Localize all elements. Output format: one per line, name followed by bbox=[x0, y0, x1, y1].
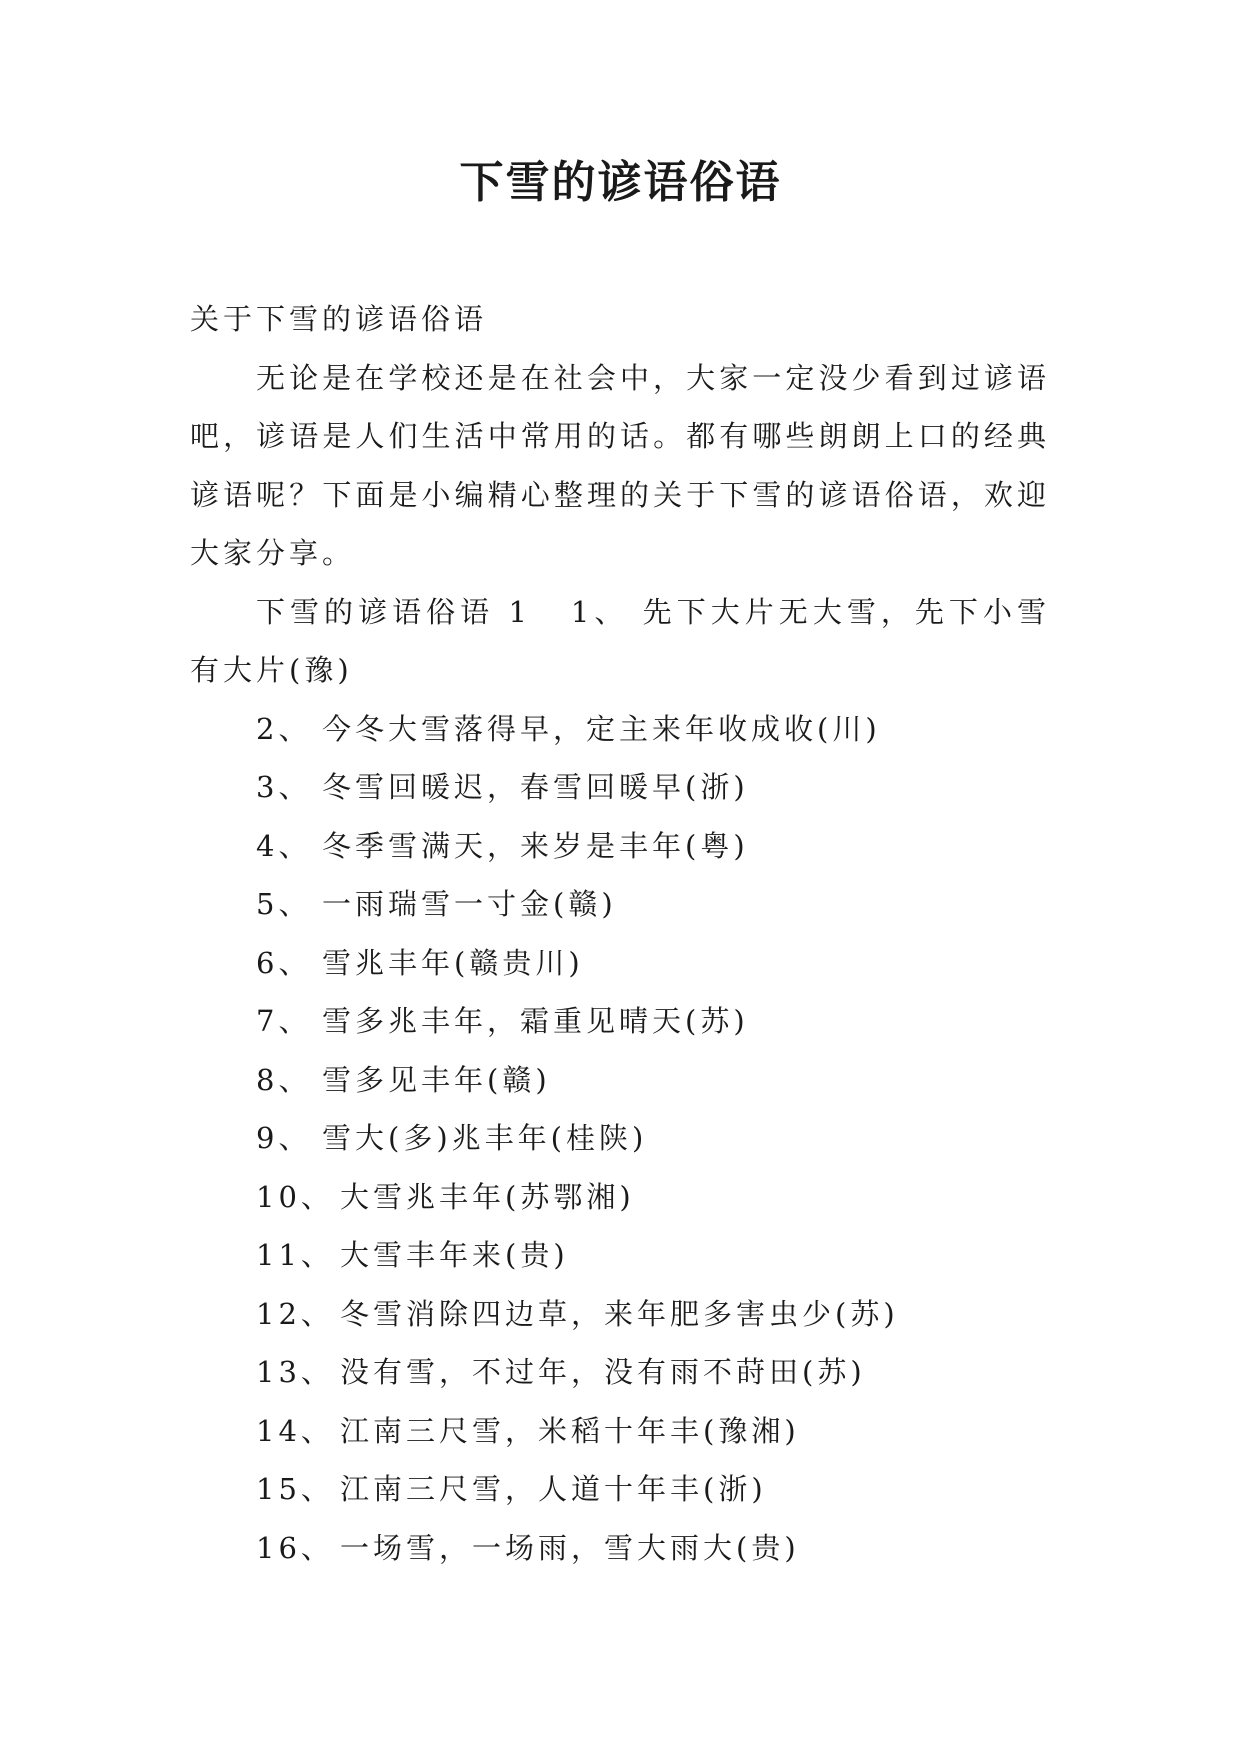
proverb-item bbox=[190, 817, 1050, 876]
proverb-text: 雪大(多)兆丰年(桂陕) bbox=[322, 1121, 648, 1155]
proverb-number: 11、 bbox=[256, 1238, 334, 1272]
proverb-number: 13、 bbox=[256, 1355, 334, 1389]
proverb-number: 9、 bbox=[256, 1121, 312, 1155]
proverb-text: 冬雪消除四边草，来年肥多害虫少(苏) bbox=[340, 1296, 899, 1331]
first-proverb-paragraph bbox=[190, 583, 1050, 700]
document-body bbox=[190, 290, 1050, 1577]
proverb-item bbox=[190, 1168, 1050, 1227]
proverb-text: 江南三尺雪，人道十年丰(浙) bbox=[340, 1472, 767, 1506]
proverb-text: 雪多兆丰年，霜重见晴天(苏) bbox=[322, 1004, 749, 1038]
page-title: 下雪的谚语俗语 bbox=[459, 157, 782, 208]
proverb-number: 4、 bbox=[256, 828, 312, 863]
proverb-item bbox=[190, 758, 1050, 817]
proverb-item bbox=[190, 1402, 1050, 1461]
proverb-text: 大雪丰年来(贵) bbox=[340, 1238, 569, 1272]
proverb-text: 冬季雪满天，来岁是丰年(粤) bbox=[322, 828, 749, 863]
proverb-number: 12、 bbox=[256, 1296, 334, 1331]
subtitle: 关于下雪的谚语俗语 bbox=[190, 302, 488, 336]
proverb-number: 1、 bbox=[570, 594, 629, 629]
section-heading: 下雪的谚语俗语 1 bbox=[256, 594, 531, 629]
proverb-item bbox=[190, 1343, 1050, 1402]
proverb-text: 雪多见丰年(赣) bbox=[322, 1062, 551, 1097]
proverb-item bbox=[190, 1519, 1050, 1578]
proverb-number: 3、 bbox=[256, 770, 312, 804]
proverb-item bbox=[190, 1109, 1050, 1168]
proverb-item bbox=[190, 1051, 1050, 1110]
proverb-item bbox=[190, 934, 1050, 993]
proverb-number: 15、 bbox=[256, 1472, 334, 1506]
proverb-item bbox=[190, 875, 1050, 934]
proverb-text: 没有雪，不过年，没有雨不莳田(苏) bbox=[340, 1355, 866, 1389]
proverb-item bbox=[190, 1460, 1050, 1519]
proverb-number: 8、 bbox=[256, 1062, 312, 1097]
proverb-text: 江南三尺雪，米稻十年丰(豫湘) bbox=[340, 1413, 800, 1448]
proverb-text: 一雨瑞雪一寸金(赣) bbox=[322, 887, 617, 921]
proverb-number: 7、 bbox=[256, 1004, 312, 1038]
proverb-number: 16、 bbox=[256, 1530, 334, 1565]
proverb-text: 今冬大雪落得早，定主来年收成收(川) bbox=[322, 711, 881, 746]
proverb-number: 10、 bbox=[256, 1179, 334, 1214]
proverb-number: 2、 bbox=[256, 711, 312, 746]
proverb-item bbox=[190, 992, 1050, 1051]
proverb-number: 6、 bbox=[256, 945, 312, 980]
proverb-number: 5、 bbox=[256, 887, 312, 921]
proverb-list bbox=[190, 700, 1050, 1578]
proverb-text: 一场雪，一场雨，雪大雨大(贵) bbox=[340, 1530, 800, 1565]
proverb-item bbox=[190, 1285, 1050, 1344]
proverb-text: 雪兆丰年(赣贵川) bbox=[322, 945, 584, 980]
proverb-number: 14、 bbox=[256, 1413, 334, 1448]
proverb-item bbox=[190, 1226, 1050, 1285]
proverb-text: 先下大片无大雪，先下小雪有大片(豫) bbox=[190, 594, 1050, 687]
intro-paragraph: 无论是在学校还是在社会中，大家一定没少看到过谚语吧，谚语是人们生活中常用的话。都有哪些朗朗上口的经典谚语呢？下面是小编精心整理的关于下雪的谚语俗语，欢迎大家分享。 bbox=[190, 360, 1050, 570]
proverb-item bbox=[190, 700, 1050, 759]
proverb-text: 大雪兆丰年(苏鄂湘) bbox=[340, 1179, 635, 1214]
proverb-text: 冬雪回暖迟，春雪回暖早(浙) bbox=[322, 770, 749, 804]
